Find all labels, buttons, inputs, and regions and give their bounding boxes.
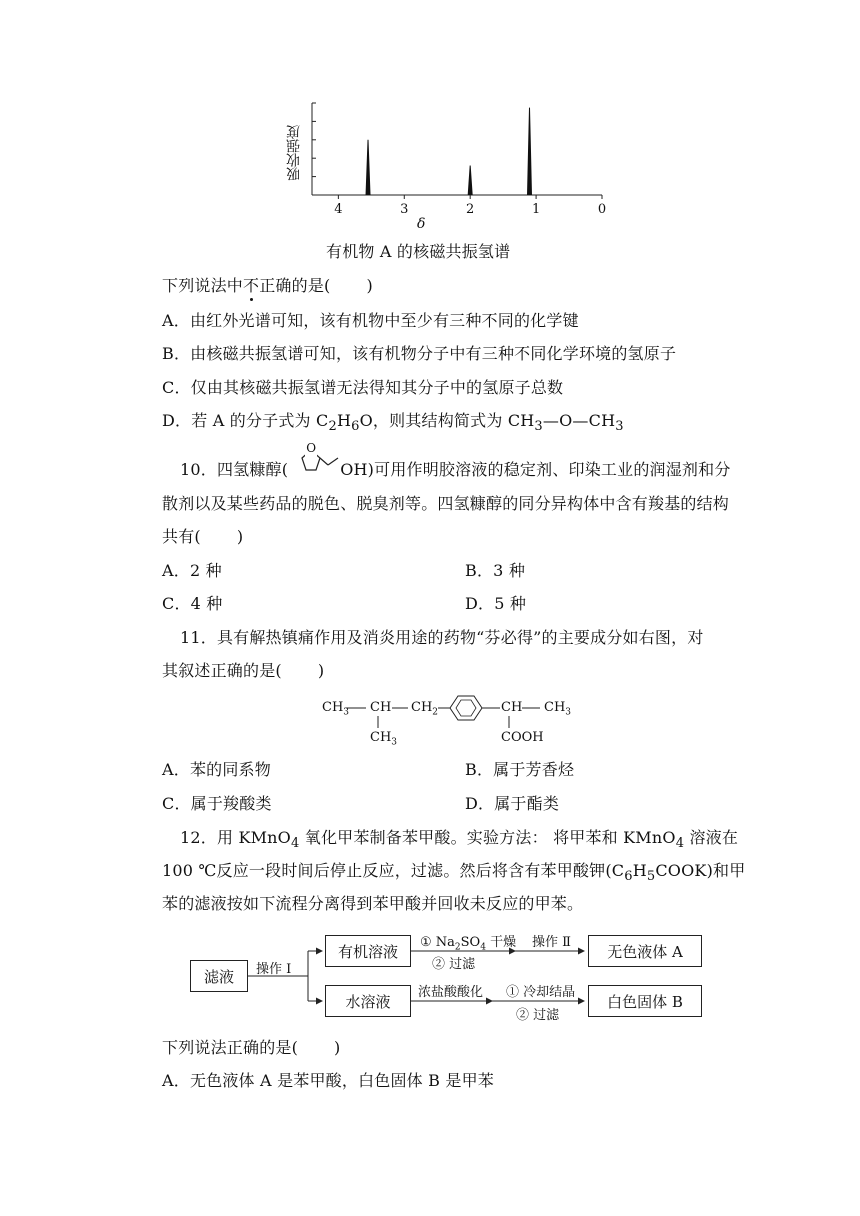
q11-option-a: A．苯的同系物: [162, 760, 271, 779]
nmr-xlabel: δ: [417, 216, 426, 232]
q9-option-d: D．若 A 的分子式为 $C_2H_6O$，则其结构简式为 $CH_3—O—CH_3$: [162, 411, 624, 435]
q10-line1: 10．四氢糠醇( O OH)可用作明胶溶液的稳定剂、印染工业的润湿剂和分: [180, 460, 731, 480]
q10-option-b: B．3 种: [465, 561, 526, 580]
emphasis-dot-text: 不: [243, 276, 260, 295]
label-op1: 操作 Ⅰ: [256, 962, 292, 977]
q12-stem: 下列说法正确的是( ): [162, 1038, 341, 1057]
nmr-caption: 有机物 A 的核磁共振氢谱: [326, 242, 511, 261]
ch3-left: $CH_3$: [322, 700, 350, 718]
label-op2: 操作 Ⅱ: [532, 935, 571, 950]
ibuprofen-structure: [320, 690, 580, 750]
ch-center: CH: [370, 700, 392, 715]
box-white-solid-b: 白色固体 B: [588, 985, 702, 1017]
q11-option-d: D．属于酯类: [465, 794, 560, 813]
nmr-x-tick-label: 2: [466, 202, 475, 217]
label-cool: ① 冷却结晶: [506, 985, 576, 1000]
label-filter2: ② 过滤: [516, 1008, 560, 1023]
q11-line2: 其叙述正确的是( ): [162, 661, 325, 680]
nmr-chart: [270, 95, 620, 245]
thf-ring-structure: [288, 441, 340, 480]
ibuprofen-bonds: [320, 690, 580, 750]
q10-option-d: D．5 种: [465, 594, 527, 613]
nmr-plot: [270, 95, 620, 245]
nmr-peak-3: [528, 108, 532, 195]
ch3-lower: $CH_3$: [370, 730, 398, 748]
ch3-right: $CH_3$: [544, 700, 572, 718]
box-filtrate: 滤液: [190, 960, 248, 992]
q11-option-c: C．属于羧酸类: [162, 794, 272, 813]
q9-option-a: A．由红外光谱可知，该有机物中至少有三种不同的化学键: [162, 311, 579, 330]
nmr-x-tick-label: 0: [597, 202, 607, 217]
q11-line1: 11．具有解热镇痛作用及消炎用途的药物“芬必得”的主要成分如右图，对: [180, 628, 704, 647]
q9-option-b: B．由核磁共振氢谱可知，该有机物分子中有三种不同化学环境的氢原子: [162, 344, 677, 363]
q9-stem: 下列说法中不正确的是( ): [162, 276, 373, 295]
box-colorless-liquid-a: 无色液体 A: [588, 935, 702, 967]
nmr-x-tick-label: 4: [334, 202, 343, 217]
q12-line2: 100 ℃反应一段时间后停止反应，过滤。然后将含有苯甲酸钾$(C_6H_5COOK)$和甲: [162, 861, 746, 885]
nmr-x-tick-label: 1: [531, 202, 541, 217]
separation-flowchart: [180, 925, 720, 1025]
q10-line2: 散剂以及某些药品的脱色、脱臭剂等。四氢糠醇的同分异构体中含有羧基的结构: [162, 494, 730, 513]
q10-option-c: C．4 种: [162, 594, 223, 613]
ring-oxygen-label: O: [305, 438, 317, 458]
q12-line1: 12．用 KMnO$_4$ 氧化甲苯制备苯甲酸。实验方法： 将甲苯和 KMnO$_4$ 溶液在: [180, 828, 739, 852]
q12-option-a: A．无色液体 A 是苯甲酸，白色固体 B 是甲苯: [162, 1071, 495, 1090]
ch2-group: $CH_2$: [411, 700, 439, 718]
q10-option-a: A．2 种: [162, 561, 222, 580]
box-aqueous-solution: 水溶液: [325, 985, 411, 1017]
label-dry: ① $Na_2SO_4$ 干燥: [420, 935, 517, 953]
nmr-peak-1: [366, 140, 370, 195]
label-acidify: 浓盐酸酸化: [418, 985, 484, 1000]
cooh-group: COOH: [501, 730, 544, 745]
ch-right: CH: [501, 700, 523, 715]
q10-line3: 共有( ): [162, 527, 244, 546]
nmr-ylabel: 吸收强度: [286, 125, 302, 181]
q12-line3: 苯的滤液按如下流程分离得到苯甲酸并回收未反应的甲苯。: [162, 894, 584, 913]
nmr-peak-2: [468, 166, 472, 195]
box-organic-solution: 有机溶液: [325, 935, 411, 967]
label-filter1: ② 过滤: [432, 957, 476, 972]
q9-option-c: C．仅由其核磁共振氢谱无法得知其分子中的氢原子总数: [162, 378, 564, 397]
nmr-x-tick-label: 3: [400, 202, 409, 217]
q11-option-b: B．属于芳香烃: [465, 760, 575, 779]
